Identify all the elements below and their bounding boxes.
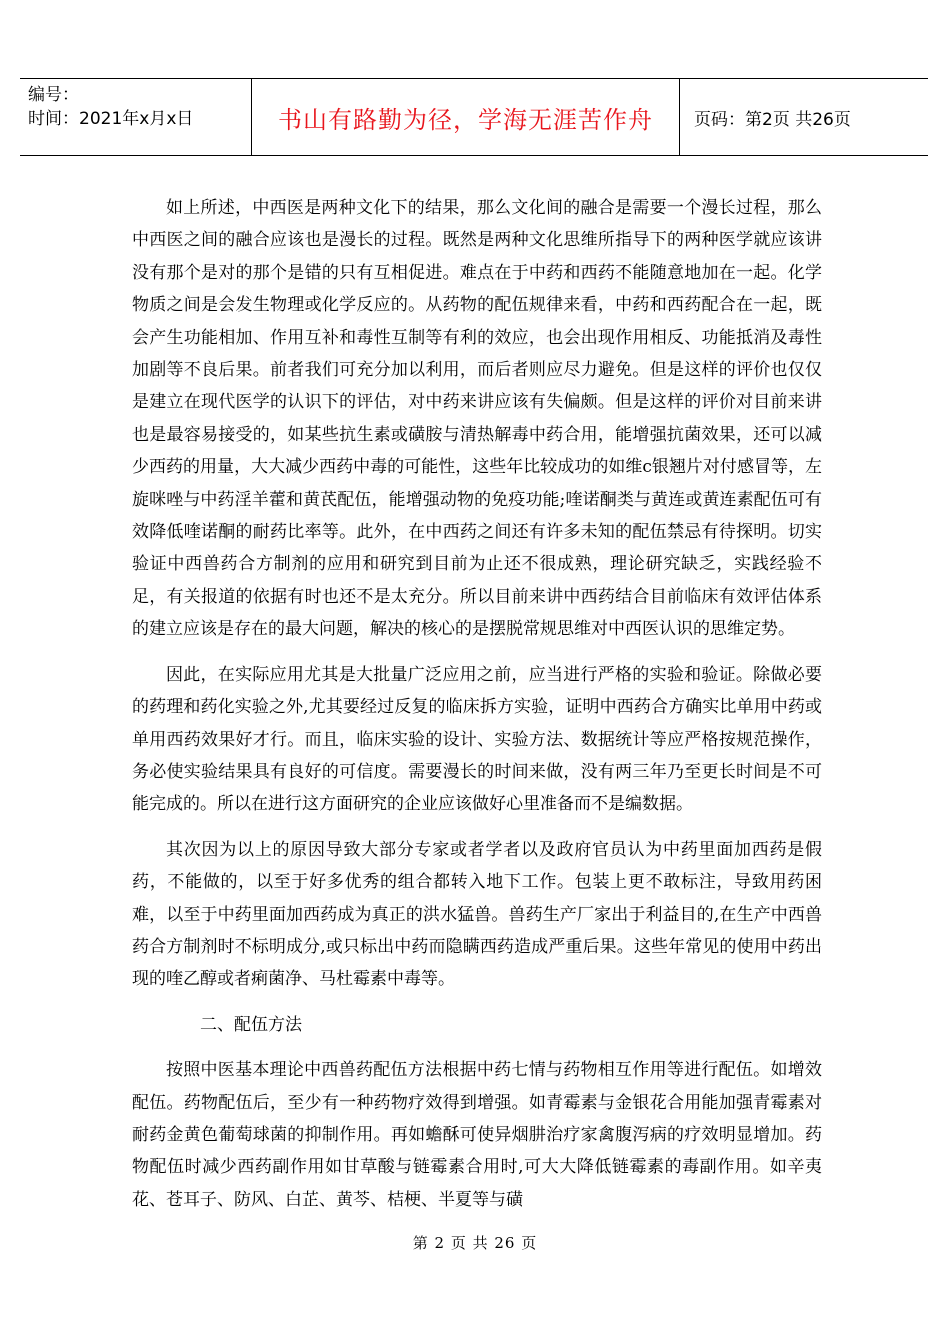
document-body [132,192,822,1229]
section-heading: 二、配伍方法 [200,1014,302,1035]
body-paragraph-1: 如上所述，中西医是两种文化下的结果，那么文化间的融合是需要一个漫长过程，那么中西医之间的融合应该也是漫长的过程。既然是两种文化思维所指导下的两种医学就应该讲没有那个是对的那个是错的只有互相促进。难点在于中药和西药不能随意地加在一起。化学物质之间是会发生物理或化学反应的。从药物的配伍规律来看，中药和西药配合在一起，既会产生功能相加、作用互补和毒性互制等有利的效应，也会出现作用相反、功能抵消及毒性加剧等不良后果。前者我们可充分加以利用，而后者则应尽力避免。但是这样的评价也仅仅是建立在现代医学的认识下的评估，对中药来讲应该有失偏颇。但是这样的评价对目前来讲也是最容易接受的，如某些抗生素或磺胺与清热解毒中药合用，能增强抗菌效果，还可以减少西药的用量，大大减少西药中毒的可能性，这些年比较成功的如维c银翘片对付感冒等，左旋咪唑与中药淫羊藿和黄芪配伍，能增强动物的免疫功能;喹诺酮类与黄连或黄连素配伍可有效降低喹诺酮的耐药比率等。此外，在中西药之间还有许多未知的配伍禁忌有待探明。切实验证中西兽药合方制剂的应用和研究到目前为止还不很成熟，理论研究缺乏，实践经验不足，有关报道的依据有时也还不是太充分。所以目前来讲中西药结合目前临床有效评估体系的建立应该是存在的最大问题，解决的核心的是摆脱常规思维对中西医认识的思维定势。 [132,198,822,640]
document-time-label: 时间：2021年x月x日 [28,109,194,129]
header-page-info: 页码：第2页 共26页 [694,109,851,130]
header-meta [20,79,252,155]
page-footer: 第 2 页 共 26 页 [412,1234,538,1252]
body-paragraph-2: 因此，在实际应用尤其是大批量广泛应用之前，应当进行严格的实验和验证。除做必要的药理和药化实验之外,尤其要经过反复的临床拆方实验，证明中西药合方确实比单用中药或单用西药效果好才行。而且，临床实验的设计、实验方法、数据统计等应严格按规范操作，务必使实验结果具有良好的可信度。需要漫长的时间来做，没有两三年乃至更长时间是不可能完成的。所以在进行这方面研究的企业应该做好心里准备而不是编数据。 [132,664,822,815]
document-header [20,78,928,156]
header-motto: 书山有路勤为径，学海无涯苦作舟 [252,79,680,155]
document-id-label: 编号： [28,85,79,105]
body-paragraph-4: 按照中医基本理论中西兽药配伍方法根据中药七情与药物相互作用等进行配伍。如增效配伍。药物配伍后，至少有一种药物疗效得到增强。如青霉素与金银花合用能加强青霉素对耐药金黄色葡萄球菌的抑制作用。再如蟾酥可使异烟肼治疗家禽腹泻病的疗效明显增加。药物配伍时减少西药副作用如甘草酸与链霉素合用时,可大大降低链霉素的毒副作用。如辛夷花、苍耳子、防风、白芷、黄芩、桔梗、半夏等与磺 [132,1060,822,1210]
body-paragraph-3: 其次因为以上的原因导致大部分专家或者学者以及政府官员认为中药里面加西药是假药，不能做的，以至于好多优秀的组合都转入地下工作。包装上更不敢标注，导致用药困难，以至于中药里面加西药成为真正的洪水猛兽。兽药生产厂家出于利益目的,在生产中西兽药合方制剂时不标明成分,或只标出中药而隐瞒西药造成严重后果。这些年常见的使用中药出现的喹乙醇或者痢菌净、马杜霉素中毒等。 [132,839,822,990]
